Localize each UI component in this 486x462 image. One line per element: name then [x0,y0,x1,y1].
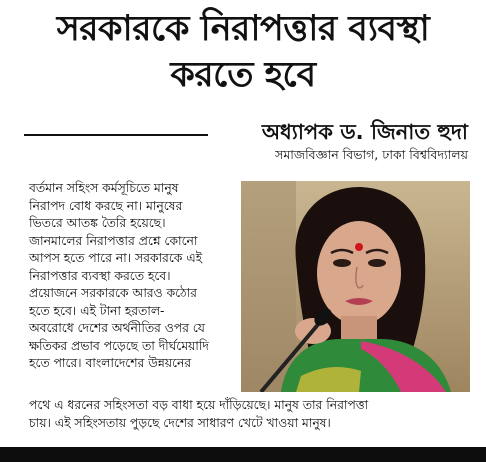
article-line: জানমালের নিরাপত্তার প্রশ্নে কোনো [29,233,198,248]
author-name: অধ্যাপক ড. জিনাত হুদা [261,120,468,144]
article-line: আপস হতে পারে না। সরকারকে এই [29,251,203,265]
byline [262,118,468,164]
article-line: ক্ষতিকর প্রভাব পড়েছে তা দীর্ঘমেয়াদি [29,338,209,353]
byline-rule [24,134,208,136]
bottom-border [0,447,486,462]
article-line: পথে এ ধরনের সহিংসতা বড় বাধা হয়ে দাঁড়িয়েছে। মানুষ তার নিরাপত্তা [29,398,369,412]
article-line: নিরাপদ বোধ করছে না। মানুষের [29,198,183,213]
article-body-full-width [29,397,477,432]
author-affiliation: সমাজবিজ্ঞান বিভাগ, ঢাকা বিশ্ববিদ্যালয় [275,147,468,162]
author-photo [241,181,470,392]
article-body-column [29,180,237,373]
article-line: হতে হবে। এই টানা হরতাল- [29,303,165,318]
article-line: হতে পারে। বাংলাদেশের উন্নয়নের [29,356,192,370]
article-line: নিরাপত্তার ব্যবস্থা করতে হবে। [29,268,171,283]
headline-line-1: সরকারকে নিরাপত্তার ব্যবস্থা [56,9,430,49]
article-line: চায়। এই সহিংসতায় পুড়ছে দেশের সাধারণ খেটে খাওয়া মানুষ। [29,415,331,430]
article-line: বর্তমান সহিংস কর্মসূচিতে মানুষ [29,181,179,195]
article-line: অবরোধে দেশের অর্থনীতির ওপর যে [29,321,205,335]
article-line: ভিতরে আতঙ্ক তৈরি হয়েছে। [29,216,166,230]
headline [0,6,486,98]
headline-line-2: করতে হবে [170,55,316,95]
article-line: প্রয়োজনে সরকারকে আরও কঠোর [29,286,197,300]
